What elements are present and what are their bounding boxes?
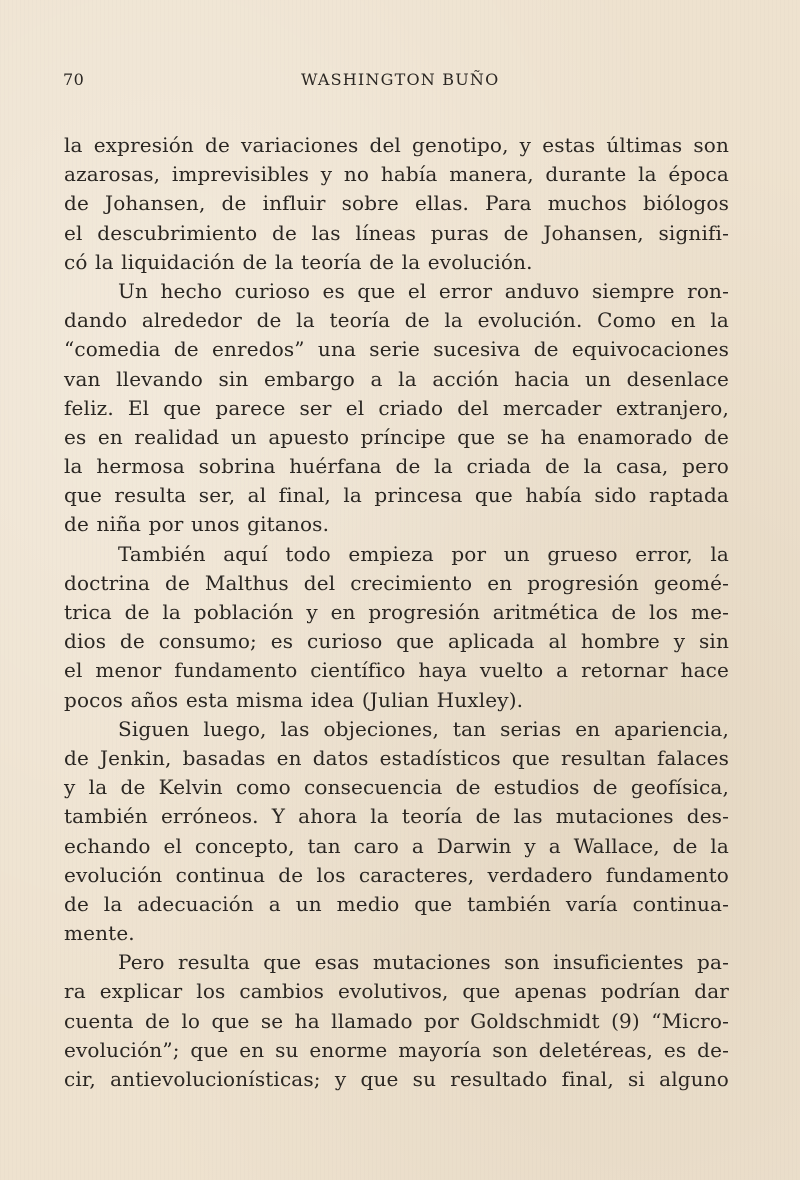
text-line: de Johansen, de influir sobre ellas. Para muchos biólogos — [64, 191, 729, 216]
text-line: doctrina de Malthus del crecimiento en progresión geomé- — [64, 570, 729, 595]
text-line: que resulta ser, al final, la princesa que había sido raptada — [64, 483, 729, 508]
text-line: dios de consumo; es curioso que aplicada al hombre y sin — [64, 629, 729, 654]
text-line: echando el concepto, tan caro a Darwin y a Wallace, de la — [64, 833, 729, 858]
text-line: Siguen luego, las objeciones, tan serias en apariencia, — [118, 716, 729, 741]
text-line: có la liquidación de la teoría de la evolución. — [64, 249, 533, 274]
text-line: y la de Kelvin como consecuencia de estudios de geofísica, — [64, 775, 729, 800]
text-line: dando alrededor de la teoría de la evolución. Como en la — [64, 308, 729, 333]
text-line: “comedia de enredos” una serie sucesiva de equivocaciones — [64, 337, 729, 362]
text-line: de la adecuación a un medio que también varía continua- — [64, 891, 729, 916]
text-line: azarosas, imprevisibles y no había manera, durante la época — [64, 162, 729, 187]
text-line: de niña por unos gitanos. — [64, 512, 330, 537]
page-header — [63, 70, 743, 94]
text-line: Pero resulta que esas mutaciones son insuficientes pa- — [118, 950, 729, 975]
page-number: 70 — [63, 70, 85, 89]
text-line: trica de la población y en progresión aritmética de los me- — [64, 600, 729, 624]
text-line: feliz. El que parece ser el criado del mercader extranjero, — [64, 395, 729, 420]
text-line: mente. — [64, 921, 135, 946]
text-line: la hermosa sobrina huérfana de la criada de la casa, pero — [64, 454, 729, 479]
text-line: cir, antievolucionísticas; y que su resultado final, si alguno — [64, 1067, 729, 1091]
text-line: pocos años esta misma idea (Julian Huxley). — [64, 687, 524, 712]
text-line: También aquí todo empieza por un grueso error, la — [118, 541, 729, 566]
text-line: evolución”; que en su enorme mayoría son deletéreas, es de- — [64, 1037, 729, 1062]
text-line: van llevando sin embargo a la acción hacia un desenlace — [64, 366, 729, 391]
text-line: Un hecho curioso es que el error anduvo siempre ron- — [118, 278, 729, 303]
text-line: también erróneos. Y ahora la teoría de las mutaciones des- — [64, 804, 729, 829]
text-line: el descubrimiento de las líneas puras de Johansen, signifi- — [64, 220, 729, 245]
body-text — [64, 131, 729, 1094]
text-line: ra explicar los cambios evolutivos, que apenas podrían dar — [64, 979, 729, 1004]
text-line: evolución continua de los caracteres, verdadero fundamento — [64, 862, 729, 887]
text-line: cuenta de lo que se ha llamado por Goldschmidt (9) “Micro- — [64, 1008, 729, 1033]
running-head: WASHINGTON BUÑO — [301, 70, 500, 89]
text-line: de Jenkin, basadas en datos estadísticos que resultan falaces — [64, 745, 729, 770]
text-line: la expresión de variaciones del genotipo, y estas últimas son — [64, 133, 729, 157]
text-line: es en realidad un apuesto príncipe que se ha enamorado de — [64, 424, 729, 449]
text-line: el menor fundamento científico haya vuelto a retornar hace — [64, 658, 729, 683]
